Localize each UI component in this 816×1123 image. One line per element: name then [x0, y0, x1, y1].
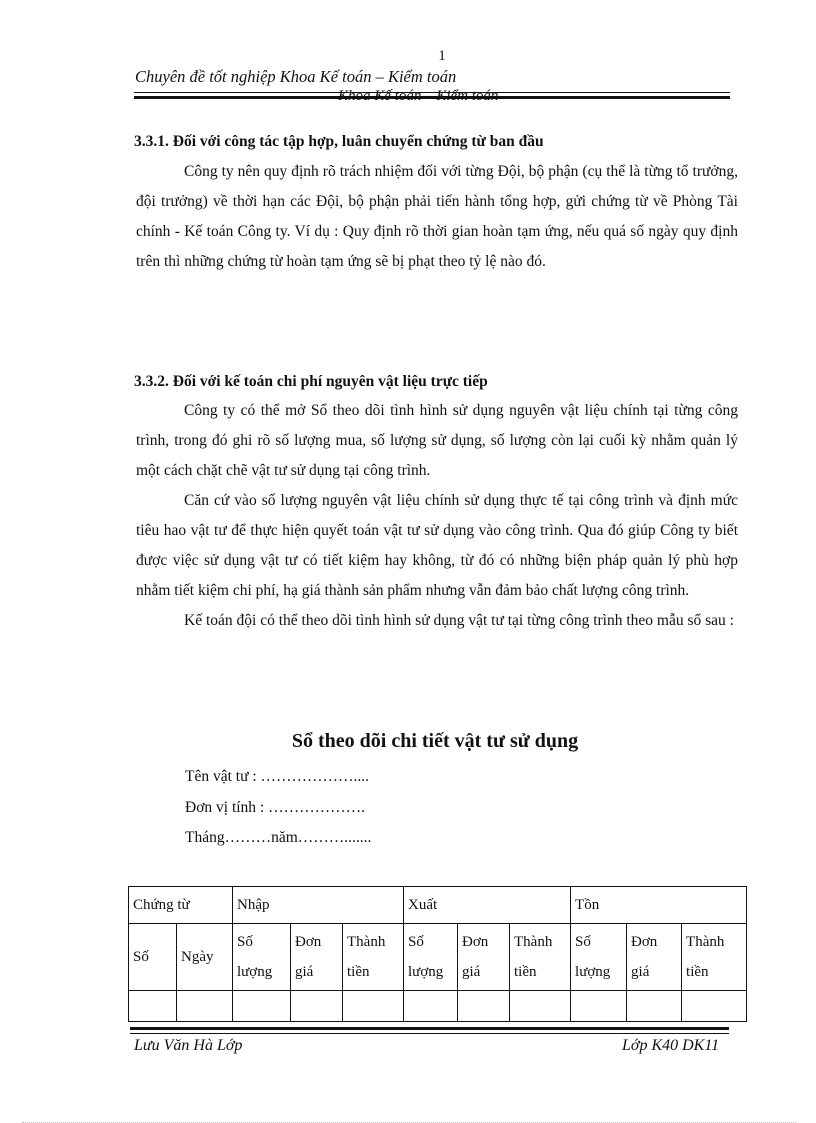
header-nhap-thanh-tien: Thành tiền	[343, 924, 404, 991]
header-nhap: Nhập	[233, 887, 404, 924]
table-cell	[627, 991, 682, 1022]
section-heading-3-3-2: 3.3.2. Đối với kế toán chi phí nguyên vật liệu trực tiếp	[134, 373, 488, 390]
header-xuat-so-luong: Số lượng	[404, 924, 458, 991]
field-material-name: Tên vật tư : ………………....	[185, 768, 370, 785]
table-cell	[682, 991, 747, 1022]
running-header: Chuyên đề tốt nghiệp Khoa Kế toán – Kiểm toán	[135, 67, 457, 86]
running-header-overlap: Khoa Kế toán – Kiểm toán	[338, 88, 499, 104]
field-unit: Đơn vị tính : ……………….	[185, 799, 365, 816]
section-body-3-3-2	[136, 396, 738, 636]
ledger-title: Sổ theo dõi chi tiết vật tư sử dụng	[291, 730, 579, 752]
table-cell	[129, 991, 177, 1022]
header-ton-so-luong: Số lượng	[571, 924, 627, 991]
header-chung-tu: Chứng từ	[129, 887, 233, 924]
table-cell	[404, 991, 458, 1022]
header-nhap-so-luong: Số lượng	[233, 924, 291, 991]
paragraph: Công ty có thể mở Sổ theo dõi tình hình sử dụng nguyên vật liệu chính tại từng công trình, trong đó ghi rõ số lượng mua, số lượng sử dụng, số lượng còn lại cuối kỳ nhằm quản lý một cách chặt chẽ vật tư sử dụng tại công trình.	[136, 402, 738, 479]
footer-class: Lớp K40 DK11	[622, 1037, 720, 1054]
footer-author: Lưu Văn Hà Lớp	[134, 1037, 243, 1054]
table-cell	[510, 991, 571, 1022]
ledger-table	[128, 886, 747, 1022]
table-cell	[458, 991, 510, 1022]
table-subheader-row	[129, 924, 747, 991]
paragraph: Kế toán đội có thể theo dõi tình hình sử dụng vật tư tại từng công trình theo mẫu sổ sau :	[184, 612, 734, 629]
table-row	[129, 991, 747, 1022]
header-ton: Tồn	[571, 887, 747, 924]
paragraph: Căn cứ vào số lượng nguyên vật liệu chính sử dụng thực tế tại công trình và định mức tiêu hao vật tư để thực hiện quyết toán vật tư sử dụng vào công trình. Qua đó giúp Công ty biết được việc sử dụng vật tư có tiết kiệm hay không, từ đó có những biện pháp quản lý phù hợp nhằm tiết kiệm chi phí, hạ giá thành sản phẩm nhưng vẫn đảm bảo chất lượng công trình.	[136, 492, 738, 599]
header-nhap-don-gia: Đơn giá	[291, 924, 343, 991]
header-ton-thanh-tien: Thành tiền	[682, 924, 747, 991]
footer-rule	[130, 1027, 729, 1034]
field-month-year: Tháng………năm……….......	[185, 829, 372, 846]
table-cell	[233, 991, 291, 1022]
section-body-3-3-1	[136, 157, 738, 277]
header-xuat-don-gia: Đơn giá	[458, 924, 510, 991]
header-ton-don-gia: Đơn giá	[627, 924, 682, 991]
paragraph: Công ty nên quy định rõ trách nhiệm đối với từng Đội, bộ phận (cụ thể là từng tổ trưởng, đội trưởng) về thời hạn các Đội, bộ phận phải tiến hành tổng hợp, gửi chứng từ về Phòng Tài chính - Kế toán Công ty. Ví dụ : Quy định rõ thời gian hoàn tạm ứng, nếu quá số ngày quy định trên thì những chứng từ hoàn tạm ứng sẽ bị phạt theo tỷ lệ nào đó.	[136, 163, 738, 270]
page-number: 1	[438, 48, 446, 64]
table-cell	[571, 991, 627, 1022]
section-heading-3-3-1: 3.3.1. Đối với công tác tập hợp, luân chuyển chứng từ ban đầu	[134, 133, 544, 150]
header-xuat: Xuất	[404, 887, 571, 924]
header-xuat-thanh-tien: Thành tiền	[510, 924, 571, 991]
header-ngay: Ngày	[177, 924, 233, 991]
table-header-row	[129, 887, 747, 924]
header-so: Số	[129, 924, 177, 991]
table-cell	[177, 991, 233, 1022]
table-cell	[291, 991, 343, 1022]
table-cell	[343, 991, 404, 1022]
